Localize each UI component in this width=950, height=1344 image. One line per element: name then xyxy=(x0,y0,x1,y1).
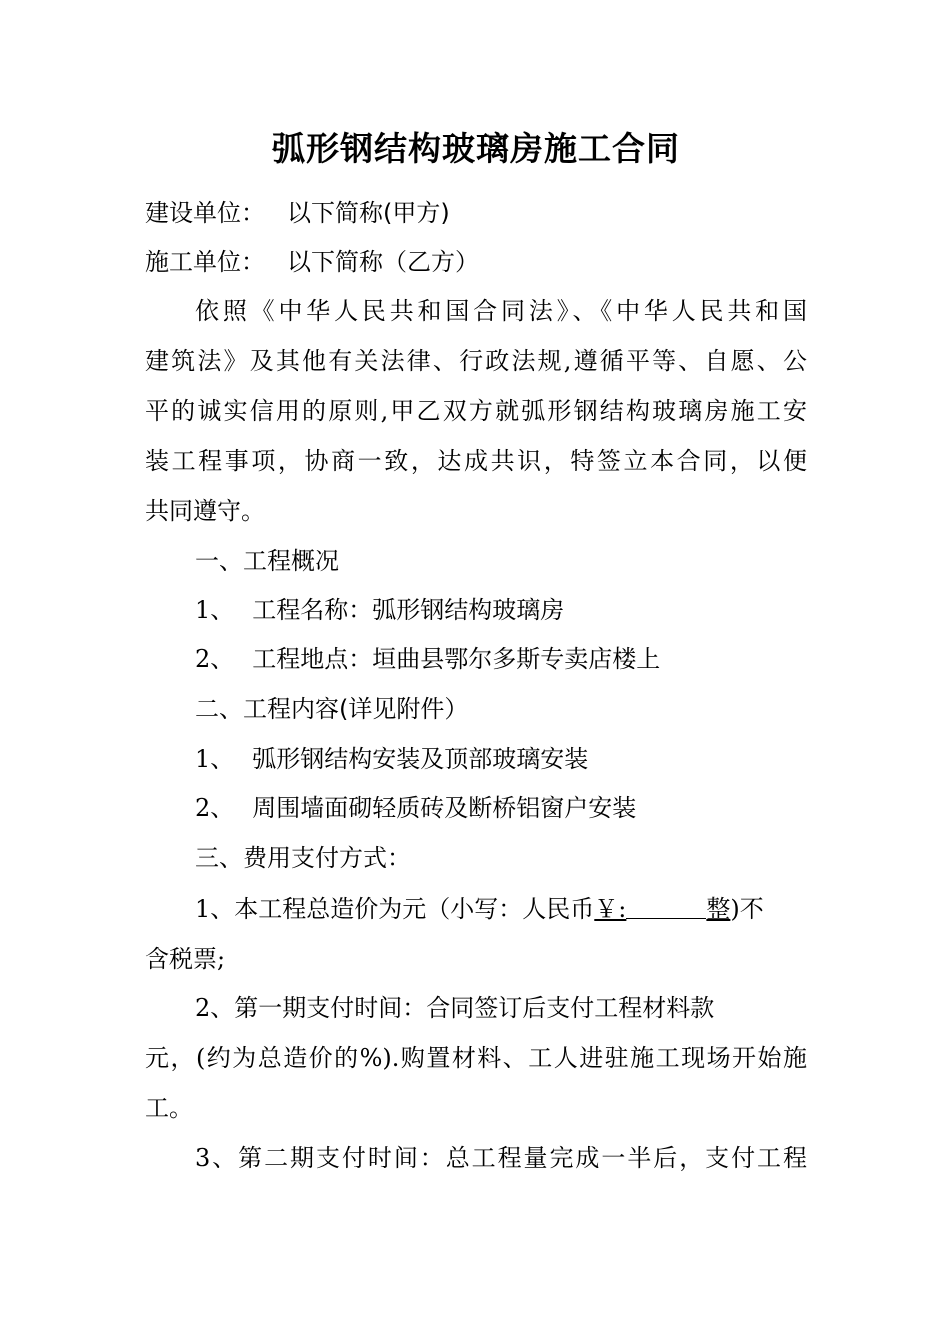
section-2-item-2 xyxy=(195,783,636,833)
item-number: 2、 xyxy=(195,794,235,822)
section-1-item-1 xyxy=(195,585,564,635)
payment-clause-1-tail: )不 xyxy=(730,895,764,923)
payment-clause-3-line-1: 3、第二期支付时间：总工程量完成一半后，支付工程 xyxy=(195,1144,807,1172)
party-b-value: 以下简称（乙方） xyxy=(287,248,479,276)
section-3-heading: 三、费用支付方式： xyxy=(195,844,411,872)
party-a-value: 以下简称(甲方) xyxy=(287,199,450,227)
item-number: 2、 xyxy=(195,645,235,673)
preamble-line-2: 建筑法》及其他有关法律、行政法规,遵循平等、自愿、公 xyxy=(145,347,807,375)
payment-clause-1-line-1 xyxy=(195,884,764,934)
item-text: 工程地点：垣曲县鄂尔多斯专卖店楼上 xyxy=(252,645,661,673)
party-b-label: 施工单位： xyxy=(145,248,265,276)
item-text: 工程名称：弧形钢结构玻璃房 xyxy=(252,596,565,624)
amount-whole: 整 xyxy=(706,895,731,923)
preamble-line-3: 平的诚实信用的原则,甲乙双方就弧形钢结构玻璃房施工安 xyxy=(145,397,807,425)
amount-blank xyxy=(626,896,706,919)
item-number: 1、 xyxy=(195,596,235,624)
section-1-heading: 一、工程概况 xyxy=(195,547,339,575)
payment-clause-1-text: 1、本工程总造价为元（小写：人民币 xyxy=(195,895,595,923)
section-1-item-2 xyxy=(195,634,660,684)
payment-clause-2-line-2: 元，(约为总造价的%).购置材料、工人进驻施工现场开始施 xyxy=(145,1044,807,1072)
party-b-line xyxy=(145,237,479,287)
party-a-line xyxy=(145,188,450,238)
currency-symbol: ￥: xyxy=(594,895,627,923)
item-text: 弧形钢结构安装及顶部玻璃安装 xyxy=(252,745,589,773)
section-2-heading: 二、工程内容(详见附件） xyxy=(195,695,469,723)
payment-clause-2-line-3: 工。 xyxy=(145,1094,193,1122)
document-title: 弧形钢结构玻璃房施工合同 xyxy=(272,129,680,168)
payment-clause-1-line-2: 含税票; xyxy=(145,945,226,973)
party-a-label: 建设单位： xyxy=(145,199,265,227)
item-number: 1、 xyxy=(195,745,235,773)
payment-clause-2-line-1: 2、第一期支付时间：合同签订后支付工程材料款 xyxy=(195,994,715,1022)
item-text: 周围墙面砌轻质砖及断桥铝窗户安装 xyxy=(252,794,637,822)
preamble-line-4: 装工程事项，协商一致，达成共识，特签立本合同，以便 xyxy=(145,447,807,475)
section-2-item-1 xyxy=(195,734,588,784)
preamble-line-5: 共同遵守。 xyxy=(145,497,265,525)
preamble-line-1: 依照《中华人民共和国合同法》、《中华人民共和国 xyxy=(195,297,807,325)
